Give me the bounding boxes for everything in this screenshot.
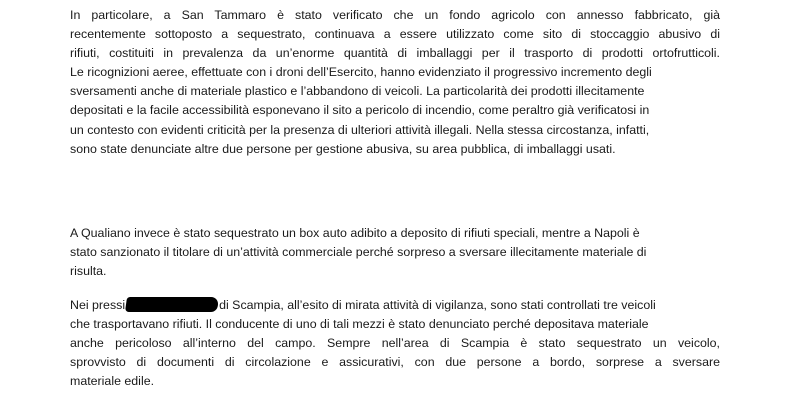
text-line: In particolare, a San Tammaro è stato verificato che un fondo agricolo con annesso fabbricato, già: [70, 8, 720, 22]
text-line: risulta.: [70, 264, 107, 279]
paragraph-san-tammaro: [70, 6, 720, 159]
text-line: depositati e la facile accessibilità esponevano il sito a pericolo di incendio, come peraltro già verificatosi in: [70, 103, 650, 118]
text-line: A Qualiano invece è stato sequestrato un box auto adibito a deposito di rifiuti speciali, mentre a Napoli è: [70, 226, 640, 240]
text-line: Le ricognizioni aeree, effettuate con i droni dell’Esercito, hanno evidenziato il progressivo incremento degli: [70, 65, 652, 80]
text-line: sono state denunciate altre due persone per gestione abusiva, su area pubblica, di imballaggi usati.: [70, 141, 616, 156]
text-line: recentemente sottoposto a sequestrato, continuava a essere utilizzato come sito di stoccaggio abusivo di: [70, 27, 720, 42]
paragraph-scampia: [70, 296, 720, 391]
redaction-mark: [125, 297, 219, 312]
text-fragment: di Scampia, all’esito di mirata attività di vigilanza, sono stati controllati tre veicoli: [219, 298, 656, 312]
text-line: sversamenti anche di materiale plastico e l’abbandono di veicoli. La particolarità dei prodotti illecitamente: [70, 84, 645, 99]
text-line: anche pericoloso all’interno del campo. Sempre nell’area di Scampia è stato sequestrato un veicolo,: [70, 336, 720, 351]
paragraph-qualiano: [70, 224, 720, 281]
text-line: stato sanzionato il titolare di un’attività commerciale perché sorpreso a sversare illecitamente materiale di: [70, 245, 647, 260]
text-line: un contesto con evidenti criticità per la presenza di ulteriori attività illegali. Nella stessa circostanza, infatti,: [70, 122, 650, 137]
text-line: sprovvisto di documenti di circolazione e assicurativi, con due persone a bordo, sorprese a sversare: [70, 355, 720, 370]
text-line: che trasportavano rifiuti. Il conducente di uno di tali mezzi è stato denunciato perché depositava materiale: [70, 317, 649, 332]
text-line: materiale edile.: [70, 374, 155, 389]
text-line-with-redaction: [70, 296, 720, 315]
text-line: rifiuti, costituiti in prevalenza da un’enorme quantità di imballaggi per il trasporto di prodotti ortofrutticoli.: [70, 46, 720, 61]
text-fragment: Nei pressi: [70, 298, 126, 312]
